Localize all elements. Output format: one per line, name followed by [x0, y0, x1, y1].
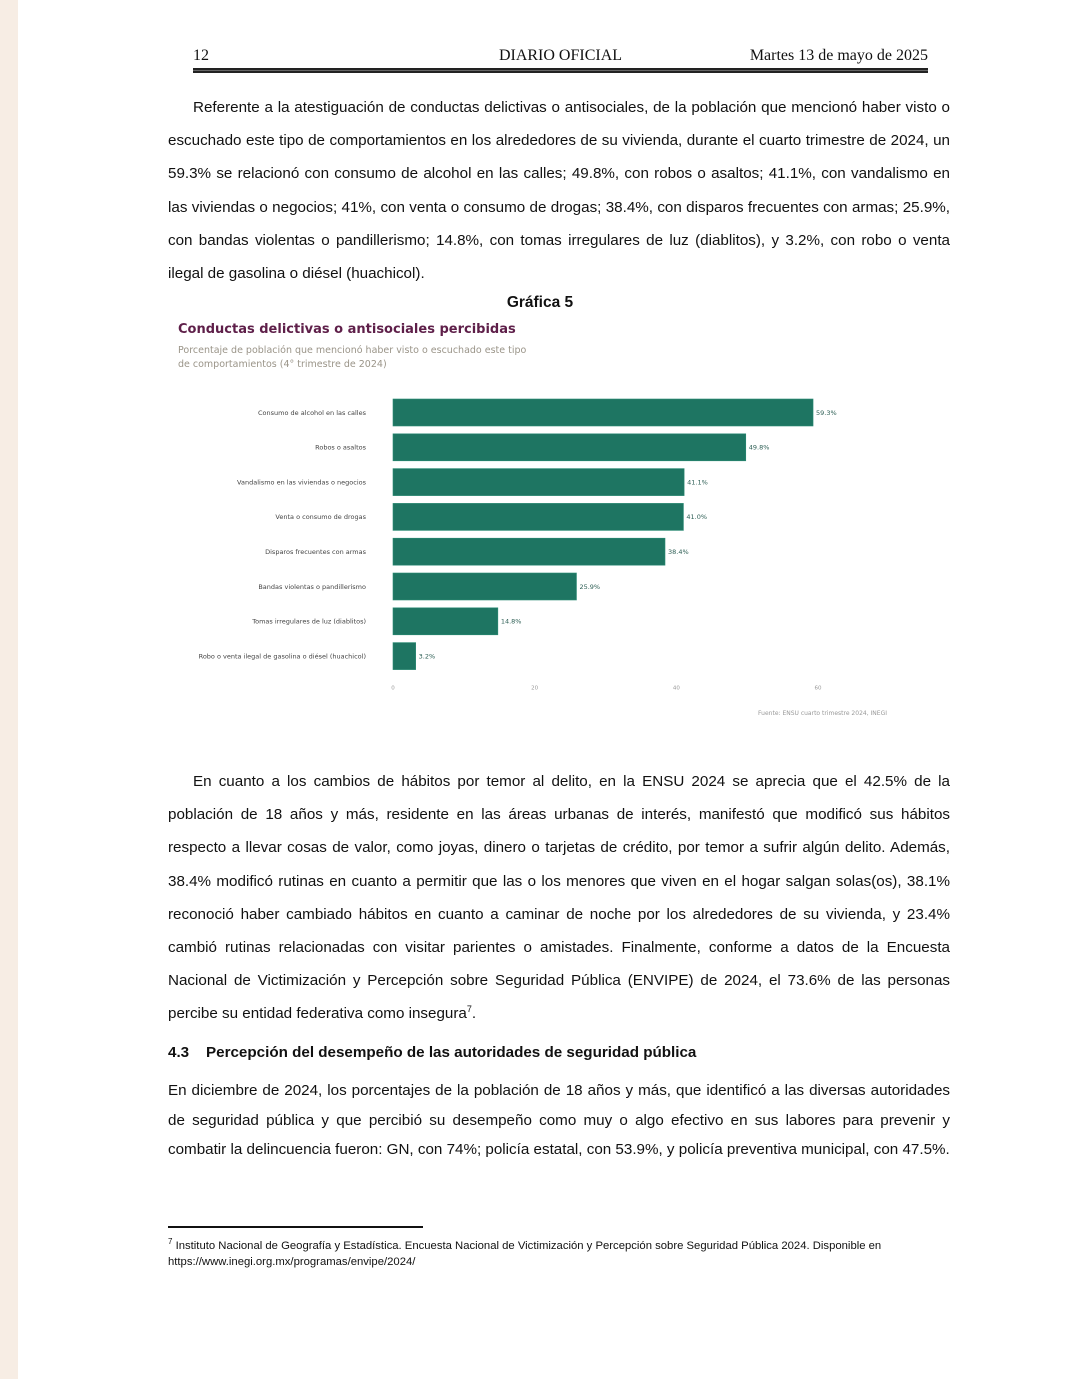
paragraph-conductas: Referente a la atestiguación de conductas delictivas o antisociales, de la población que mencionó haber visto o escuchado este tipo de comportamientos en los alrededores de su vivienda, durante el cuarto trimestre de 2024, un 59.3% se relacionó con consumo de alcohol en las calles; 49.8%, con robos o asaltos; 41.1%, con vandalismo en las viviendas o negocios; 41%, con venta o consumo de drogas; 38.4%, con disparos frecuentes con armas; 25.9%, con bandas violentas o pandillerismo; 14.8%, con tomas irregulares de luz (diablitos), y 3.2%, con robo o venta ilegal de gasolina o diésel (huachicol). — [168, 99, 950, 283]
value-label: 3.2% — [418, 652, 436, 661]
footnote-marker: 7 — [168, 1237, 173, 1247]
bar — [393, 399, 813, 426]
section-title: Percepción del desempeño de las autoridades de seguridad pública — [206, 1044, 697, 1061]
value-label: 41.1% — [687, 478, 708, 487]
bar — [393, 469, 684, 496]
footnote-ref[interactable]: 7 — [466, 1004, 472, 1015]
chart-source: Fuente: ENSU cuarto trimestre 2024, INEGI — [758, 710, 887, 717]
chart-title: Conductas delictivas o antisociales percibidas — [178, 322, 516, 337]
x-tick-label: 60 — [814, 685, 822, 692]
category-label: Tomas irregulares de luz (diablitos) — [252, 617, 366, 626]
value-label: 38.4% — [668, 548, 689, 556]
figure-caption: Gráfica 5 — [506, 294, 574, 311]
page-number: 12 — [193, 47, 209, 64]
value-label: 41.0% — [686, 513, 708, 522]
category-label: Bandas violentas o pandillerismo — [258, 582, 366, 591]
x-tick-label: 0 — [391, 685, 395, 692]
bar — [393, 608, 498, 635]
footnote-text: Instituto Nacional de Geografía y Estadística. Encuesta Nacional de Victimización y Percepción sobre Seguridad Pública 2024. Disponible en https://www.inegi.org.mx/programas/envipe/2024/ — [168, 1240, 882, 1268]
bar — [393, 538, 665, 565]
footnote-rule — [168, 1226, 423, 1228]
value-label: 14.8% — [500, 617, 522, 626]
bar — [393, 643, 416, 670]
publication-title: DIARIO OFICIAL — [498, 47, 623, 64]
paragraph-habitos: En cuanto a los cambios de hábitos por temor al delito, en la ENSU 2024 se aprecia que el 42.5% de la población de 18 años y más, residente en las áreas urbanas de interés, manifestó que modificó sus hábitos respecto a llevar cosas de valor, como joyas, dinero o tarjetas de crédito, por temor a sufrir algún delito. Además, 38.4% modificó rutinas en cuanto a permitir que las o los menores que viven en el hogar salgan solas(os), 38.1% reconoció haber cambiado hábitos en cuanto a caminar de noche por los alrededores de su vivienda, y 23.4% cambió rutinas relacionadas con visitar parientes o amistades. Finalmente, conforme a datos de la Encuesta Nacional de Victimización y Percepción sobre Seguridad Pública (ENVIPE) de 2024, el 73.6% de las personas percibe su entidad federativa como insegura$^7$. — [168, 773, 950, 1023]
category-label: Consumo de alcohol en las calles — [258, 408, 366, 417]
bar — [393, 503, 683, 530]
paragraph-autoridades: En diciembre de 2024, los porcentajes de la población de 18 años y más, que identificó a las diversas autoridades de seguridad pública y que percibió su desempeño como muy o algo efectivo en sus labores para prevenir y combatir la delincuencia fueron: GN, con 74%; policía estatal, con 53.9%, y policía preventiva municipal, con 47.5%. — [168, 1082, 950, 1159]
footnote — [168, 1239, 952, 1270]
value-label: 25.9% — [579, 582, 601, 591]
category-label: Robo o venta ilegal de gasolina o diésel (huachicol) — [198, 652, 366, 661]
section-number: 4.3 — [168, 1044, 190, 1061]
viewer-side-margin — [0, 0, 18, 1379]
category-label: Robos o asaltos — [315, 443, 366, 452]
bar-chart — [170, 390, 900, 720]
x-tick-label: 40 — [672, 685, 680, 692]
category-label: Disparos frecuentes con armas — [265, 548, 366, 556]
publication-date: Martes 13 de mayo de 2025 — [749, 47, 928, 64]
category-label: Venta o consumo de drogas — [275, 513, 366, 522]
category-label: Vandalismo en las viviendas o negocios — [237, 478, 366, 487]
chart-subtitle: Porcentaje de población que mencionó haber visto o escuchado este tipo de comportamientos (4° trimestre de 2024) — [178, 345, 527, 370]
bar — [393, 573, 576, 600]
section-heading — [168, 1044, 696, 1061]
x-tick-label: 20 — [531, 685, 539, 692]
value-label: 59.3% — [816, 408, 837, 417]
bar — [393, 434, 746, 461]
header-rule — [193, 68, 928, 73]
value-label: 49.8% — [748, 443, 770, 452]
